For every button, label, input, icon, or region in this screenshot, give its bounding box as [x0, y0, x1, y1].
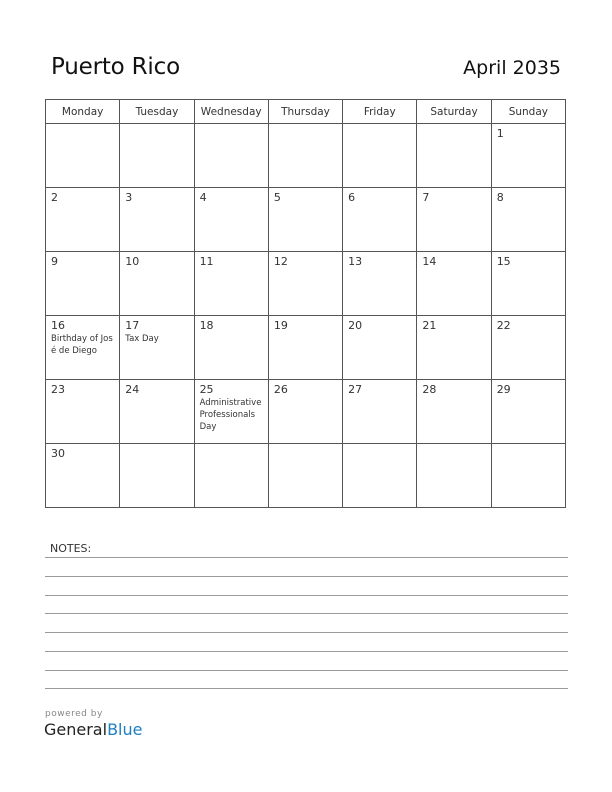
calendar-day-cell	[194, 444, 268, 508]
month-year-label: April 2035	[463, 57, 561, 79]
calendar-day-cell[interactable]	[343, 252, 417, 316]
calendar-day-cell[interactable]	[46, 252, 120, 316]
day-number: 20	[348, 319, 363, 332]
calendar-day-cell	[343, 444, 417, 508]
calendar-week-row	[46, 316, 566, 380]
day-number: 7	[422, 191, 430, 204]
day-number: 9	[51, 255, 58, 268]
notes-line	[45, 595, 568, 596]
calendar-day-cell	[46, 124, 120, 188]
calendar-day-cell[interactable]	[417, 188, 491, 252]
weekday-header: Wednesday	[194, 100, 268, 124]
calendar-day-cell[interactable]	[120, 252, 194, 316]
holiday-event: Administrative Professionals Day	[199, 398, 262, 432]
calendar-day-cell[interactable]	[491, 252, 565, 316]
day-number: 17	[125, 319, 140, 332]
day-number: 5	[273, 191, 281, 204]
day-number: 2	[51, 191, 58, 204]
notes-line	[45, 688, 568, 689]
calendar-day-cell[interactable]	[194, 380, 268, 444]
calendar-day-cell[interactable]	[194, 316, 268, 380]
calendar-day-cell	[417, 444, 491, 508]
day-number: 26	[273, 383, 288, 396]
generalblue-logo[interactable]	[44, 720, 142, 739]
calendar-day-cell[interactable]	[491, 316, 565, 380]
calendar-day-cell	[120, 444, 194, 508]
calendar-title: Puerto Rico	[51, 54, 180, 80]
calendar-grid	[45, 99, 566, 508]
calendar-day-cell	[343, 124, 417, 188]
day-number: 8	[496, 191, 504, 204]
calendar-day-cell[interactable]	[120, 316, 194, 380]
weekday-header: Saturday	[417, 100, 491, 124]
calendar-day-cell[interactable]	[491, 124, 565, 188]
day-number: 1	[496, 127, 504, 140]
notes-label: NOTES:	[50, 542, 92, 555]
day-number: 22	[496, 319, 511, 332]
holiday-event: Birthday of José de Diego	[51, 334, 113, 356]
calendar-day-cell[interactable]	[268, 188, 342, 252]
notes-line	[45, 613, 568, 614]
day-number: 23	[51, 383, 65, 396]
day-number: 11	[199, 255, 214, 268]
day-number: 16	[51, 319, 65, 332]
calendar-day-cell[interactable]	[268, 316, 342, 380]
calendar-day-cell[interactable]	[343, 188, 417, 252]
calendar-day-cell	[491, 444, 565, 508]
weekday-header: Tuesday	[120, 100, 194, 124]
day-number: 24	[125, 383, 140, 396]
calendar-day-cell[interactable]	[491, 380, 565, 444]
notes-line	[45, 670, 568, 671]
calendar-day-cell	[417, 124, 491, 188]
day-number: 27	[348, 383, 363, 396]
calendar-day-cell	[120, 124, 194, 188]
day-number: 19	[273, 319, 288, 332]
calendar-week-row	[46, 252, 566, 316]
day-number: 28	[422, 383, 437, 396]
day-number: 6	[348, 191, 356, 204]
calendar-day-cell[interactable]	[268, 252, 342, 316]
calendar-day-cell[interactable]	[417, 316, 491, 380]
day-number: 3	[125, 191, 133, 204]
calendar-day-cell	[268, 444, 342, 508]
weekday-header-row	[46, 100, 566, 124]
calendar-day-cell[interactable]	[268, 380, 342, 444]
notes-line	[45, 576, 568, 577]
day-number: 21	[422, 319, 437, 332]
day-number: 12	[273, 255, 288, 268]
calendar-day-cell[interactable]	[417, 380, 491, 444]
day-number: 15	[496, 255, 511, 268]
calendar-day-cell[interactable]	[46, 188, 120, 252]
day-number: 14	[422, 255, 437, 268]
brand-general: General	[44, 720, 108, 739]
weekday-header: Friday	[343, 100, 417, 124]
calendar-day-cell[interactable]	[343, 316, 417, 380]
day-number: 4	[199, 191, 207, 204]
calendar-week-row	[46, 380, 566, 444]
notes-line	[45, 651, 568, 652]
calendar-day-cell[interactable]	[194, 252, 268, 316]
calendar-day-cell[interactable]	[46, 380, 120, 444]
day-number: 30	[51, 447, 65, 460]
notes-line	[45, 557, 568, 558]
weekday-header: Monday	[46, 100, 120, 124]
calendar-day-cell	[268, 124, 342, 188]
calendar-day-cell[interactable]	[343, 380, 417, 444]
day-number: 25	[199, 383, 214, 396]
calendar-week-row	[46, 124, 566, 188]
weekday-header: Sunday	[491, 100, 565, 124]
holiday-event: Tax Day	[125, 334, 159, 344]
brand-blue: Blue	[107, 720, 143, 739]
day-number: 29	[496, 383, 511, 396]
calendar-day-cell[interactable]	[417, 252, 491, 316]
calendar-day-cell	[194, 124, 268, 188]
calendar-week-row	[46, 444, 566, 508]
calendar-day-cell[interactable]	[194, 188, 268, 252]
weekday-header: Thursday	[268, 100, 342, 124]
day-number: 10	[125, 255, 140, 268]
notes-line	[45, 632, 568, 633]
calendar-day-cell[interactable]	[120, 188, 194, 252]
calendar-day-cell[interactable]	[46, 316, 120, 380]
day-number: 18	[199, 319, 214, 332]
calendar-day-cell[interactable]	[491, 188, 565, 252]
powered-by-label: powered by	[45, 709, 103, 719]
day-number: 13	[348, 255, 363, 268]
calendar-week-row	[46, 188, 566, 252]
calendar-day-cell[interactable]	[120, 380, 194, 444]
calendar-day-cell[interactable]	[46, 444, 120, 508]
